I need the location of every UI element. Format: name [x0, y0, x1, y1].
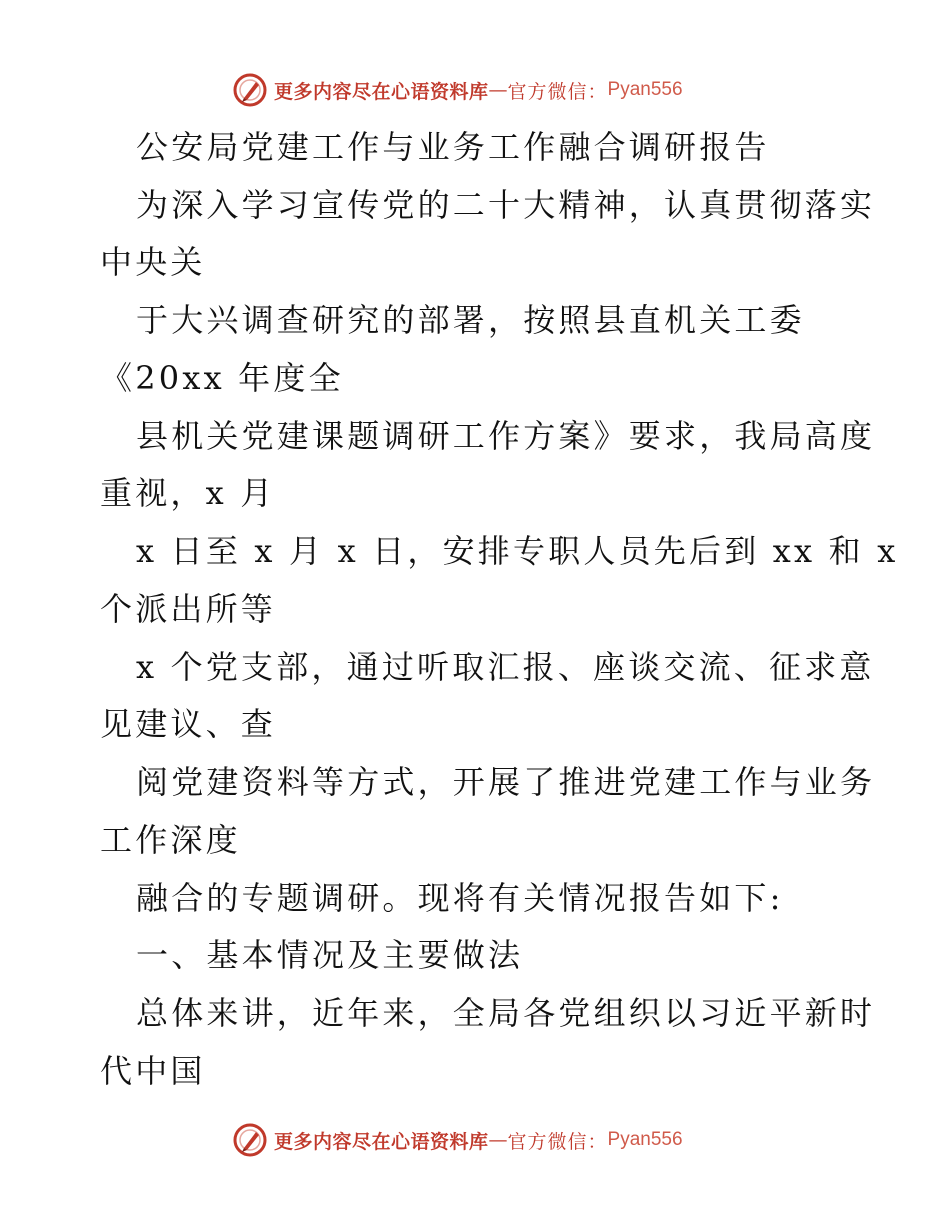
banner-wechat-label: 官方微信： — [507, 80, 608, 103]
paragraph-line: 重视，x 月 — [100, 474, 276, 512]
banner-separator: — — [488, 79, 508, 101]
paragraph-line: 个派出所等 — [100, 590, 277, 628]
pen-circle-logo-icon — [232, 1122, 268, 1158]
paragraph-line: 于大兴调查研究的部署，按照县直机关工委 — [136, 301, 805, 339]
paragraph-line: 见建议、查 — [100, 705, 277, 743]
section-heading: 一、基本情况及主要做法 — [136, 936, 524, 974]
paragraph-line: 阅党建资料等方式，开展了推进党建工作与业务 — [136, 763, 876, 801]
paragraph-line: x 个党支部，通过听取汇报、座谈交流、征求意 — [136, 648, 875, 686]
document-title: 公安局党建工作与业务工作融合调研报告 — [136, 128, 770, 166]
banner-wechat-id: Pyan556 — [607, 1129, 683, 1150]
paragraph-line: 工作深度 — [100, 821, 241, 859]
banner-separator: — — [488, 1129, 508, 1151]
footer-banner — [232, 1120, 683, 1160]
paragraph-line: 为深入学习宣传党的二十大精神，认真贯彻落实 — [136, 186, 876, 224]
banner-text: 更多内容尽在心语资料库 — [274, 1130, 489, 1153]
paragraph-line: 总体来讲，近年来，全局各党组织以习近平新时 — [136, 994, 876, 1032]
paragraph-line: 《20xx 年度全 — [100, 359, 344, 397]
pen-circle-logo-icon — [232, 72, 268, 108]
header-banner — [232, 70, 683, 110]
paragraph-line: 融合的专题调研。现将有关情况报告如下: — [136, 879, 784, 917]
banner-wechat-id: Pyan556 — [607, 79, 683, 100]
paragraph-line: x 日至 x 月 x 日，安排专职人员先后到 xx 和 x — [136, 532, 899, 570]
paragraph-line: 县机关党建课题调研工作方案》要求，我局高度 — [136, 417, 876, 455]
paragraph-line: 中央关 — [100, 243, 206, 281]
banner-wechat-label: 官方微信： — [507, 1130, 608, 1153]
paragraph-line: 代中国 — [100, 1052, 206, 1090]
banner-text: 更多内容尽在心语资料库 — [274, 80, 489, 103]
